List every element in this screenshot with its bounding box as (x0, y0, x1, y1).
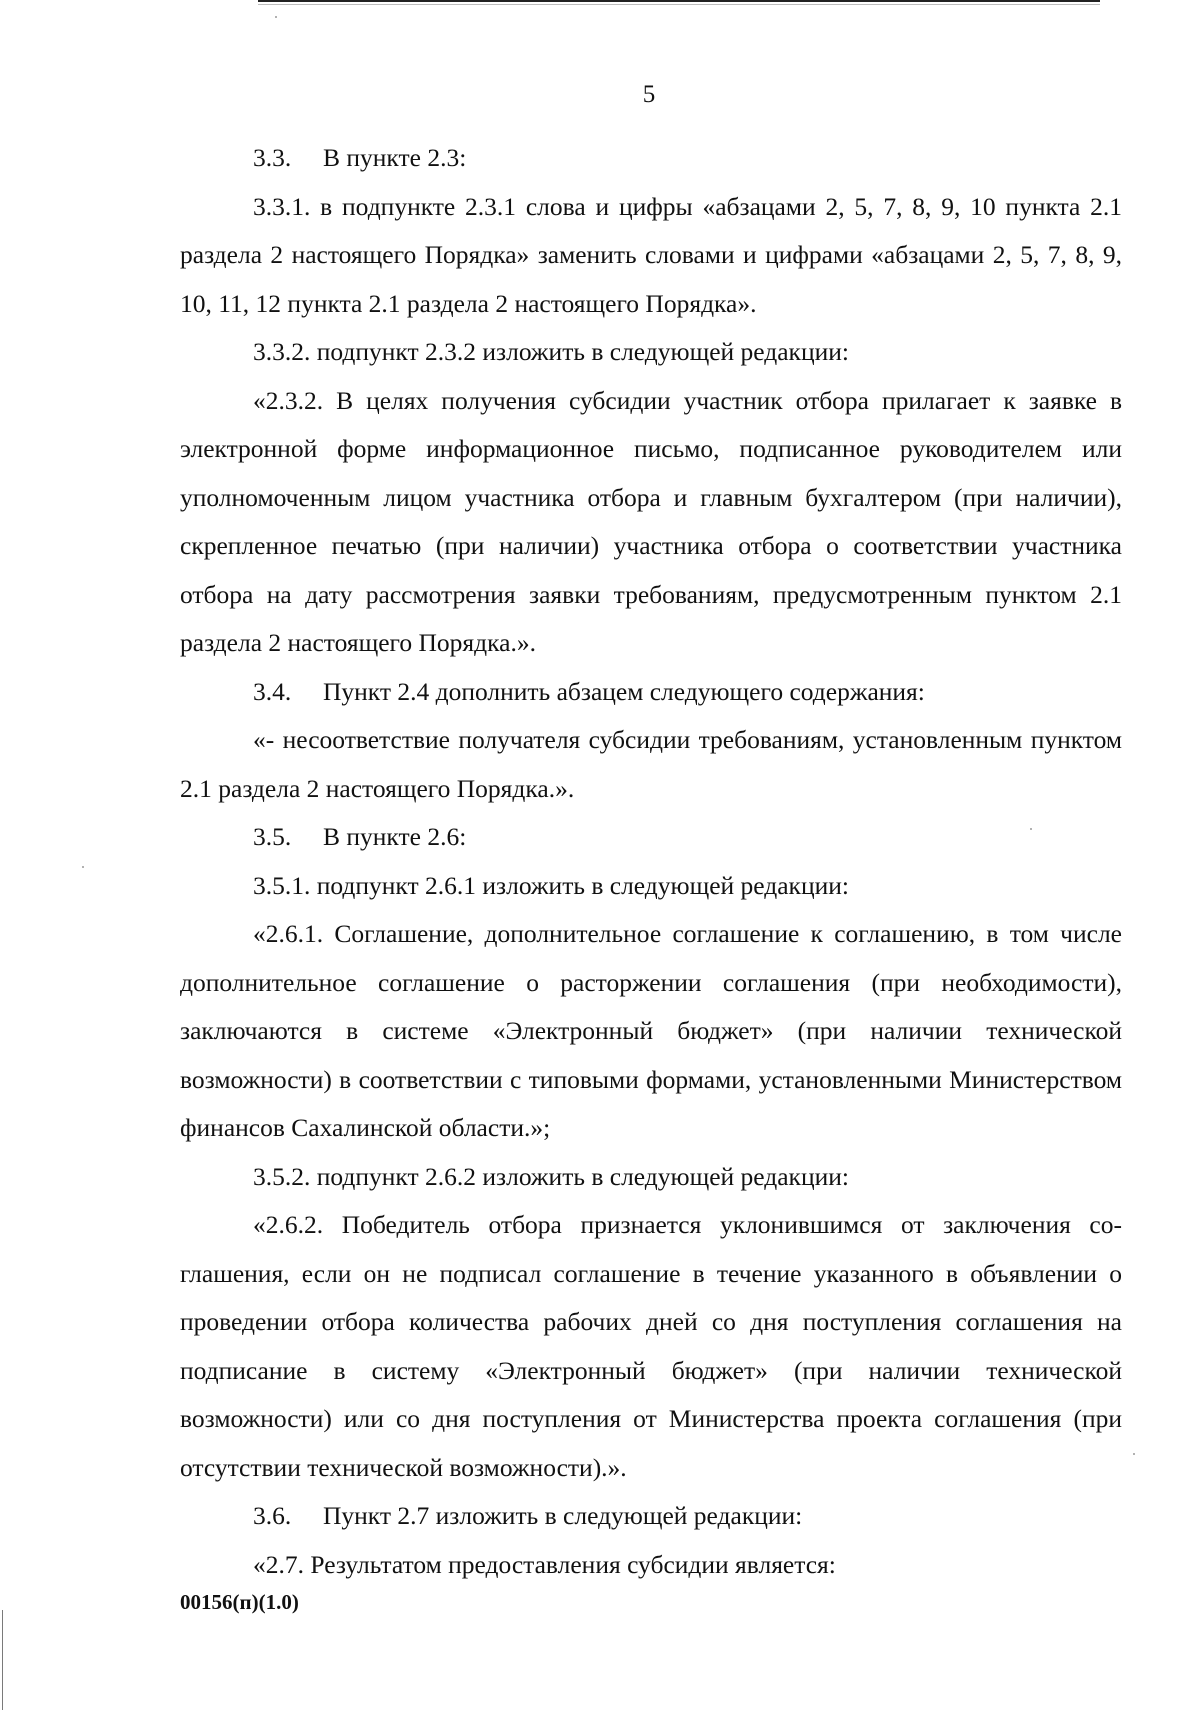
clause-text: В пункте 2.3: (323, 143, 467, 172)
top-border-shadow (258, 4, 1100, 5)
quoted-paragraph-2-7: «2.7. Результатом предоставления субсидии является: (253, 1549, 836, 1579)
paragraph-3-5 (180, 813, 1122, 862)
top-border-line (258, 0, 1100, 2)
paragraph-3-4 (180, 668, 1122, 717)
scan-speck (1030, 828, 1032, 830)
page-number: 5 (642, 81, 656, 108)
clause-number: 3.6. (253, 1501, 292, 1530)
document-body (180, 134, 1122, 1589)
clause-text: Пункт 2.7 изложить в следующей редакции: (323, 1501, 803, 1530)
quoted-paragraph-2-6-1: «2.6.1. Соглашение, дополнительное соглашение к соглашению, в том числе дополнительное соглашение о расторжении соглашения (при необходимости), заключаются в системе «Электронный бюджет» (при наличии технической возможности) в соответствии с типовыми формами, установленными Министерством финансов Сахалинской области.»; (180, 919, 1122, 1142)
paragraph-3-3-1: 3.3.1. в подпункте 2.3.1 слова и цифры «абзацами 2, 5, 7, 8, 9, 10 пункта 2.1 раздела 2 настоящего Порядка» заменить словами и цифрами «абзацами 2, 5, 7, 8, 9, 10, 11, 12 пункта 2.1 раздела 2 настоящего Порядка». (180, 191, 1122, 318)
paragraph-3-6 (180, 1492, 1122, 1541)
document-code: 00156(п)(1.0) (180, 1590, 299, 1614)
clause-number: 3.3. (253, 143, 292, 172)
clause-text: Пункт 2.4 дополнить абзацем следующего содержания: (323, 676, 925, 706)
scan-speck (1133, 1453, 1135, 1455)
scan-edge-line (2, 1610, 3, 1710)
paragraph-3-5-1: 3.5.1. подпункт 2.6.1 изложить в следующей редакции: (253, 870, 849, 900)
paragraph-3-3 (180, 134, 1122, 183)
quoted-paragraph-2-3-2: «2.3.2. В целях получения субсидии участник отбора прилагает к заявке в электронной форме информационное письмо, подписанное руководителем или уполномоченным лицом участника отбора и главным бухгалтером (при наличии), скрепленное печатью (при наличии) участника отбора о соответствии участника отбора на дату рассмотрения заявки требованиям, предусмотренным пунктом 2.1 раздела 2 настоящего Порядка.». (180, 385, 1122, 657)
paragraph-3-5-2: 3.5.2. подпункт 2.6.2 изложить в следующей редакции: (253, 1161, 849, 1191)
clause-number: 3.5. (253, 822, 292, 851)
scan-speck (275, 16, 277, 18)
paragraph-3-3-2: 3.3.2. подпункт 2.3.2 изложить в следующей редакции: (253, 337, 849, 366)
quoted-paragraph-2-6-2: «2.6.2. Победитель отбора признается уклонившимся от заключения соглашения, если он не подписал соглашение в течение указанного в объявлении о проведении отбора количества рабочих дней со дня поступления соглашения на подписание в систему «Электронный бюджет» (при наличии технической возможности) или со дня поступления от Министерства проекта соглашения (при отсутствии технической возможности).». (180, 1210, 1122, 1482)
clause-number: 3.4. (253, 676, 292, 706)
scan-speck (82, 866, 84, 868)
quoted-paragraph-2-4-addition: «- несоответствие получателя субсидии требованиям, установленным пунктом 2.1 раздела 2 настоящего Порядка.». (180, 725, 1122, 803)
clause-text: В пункте 2.6: (323, 822, 467, 851)
